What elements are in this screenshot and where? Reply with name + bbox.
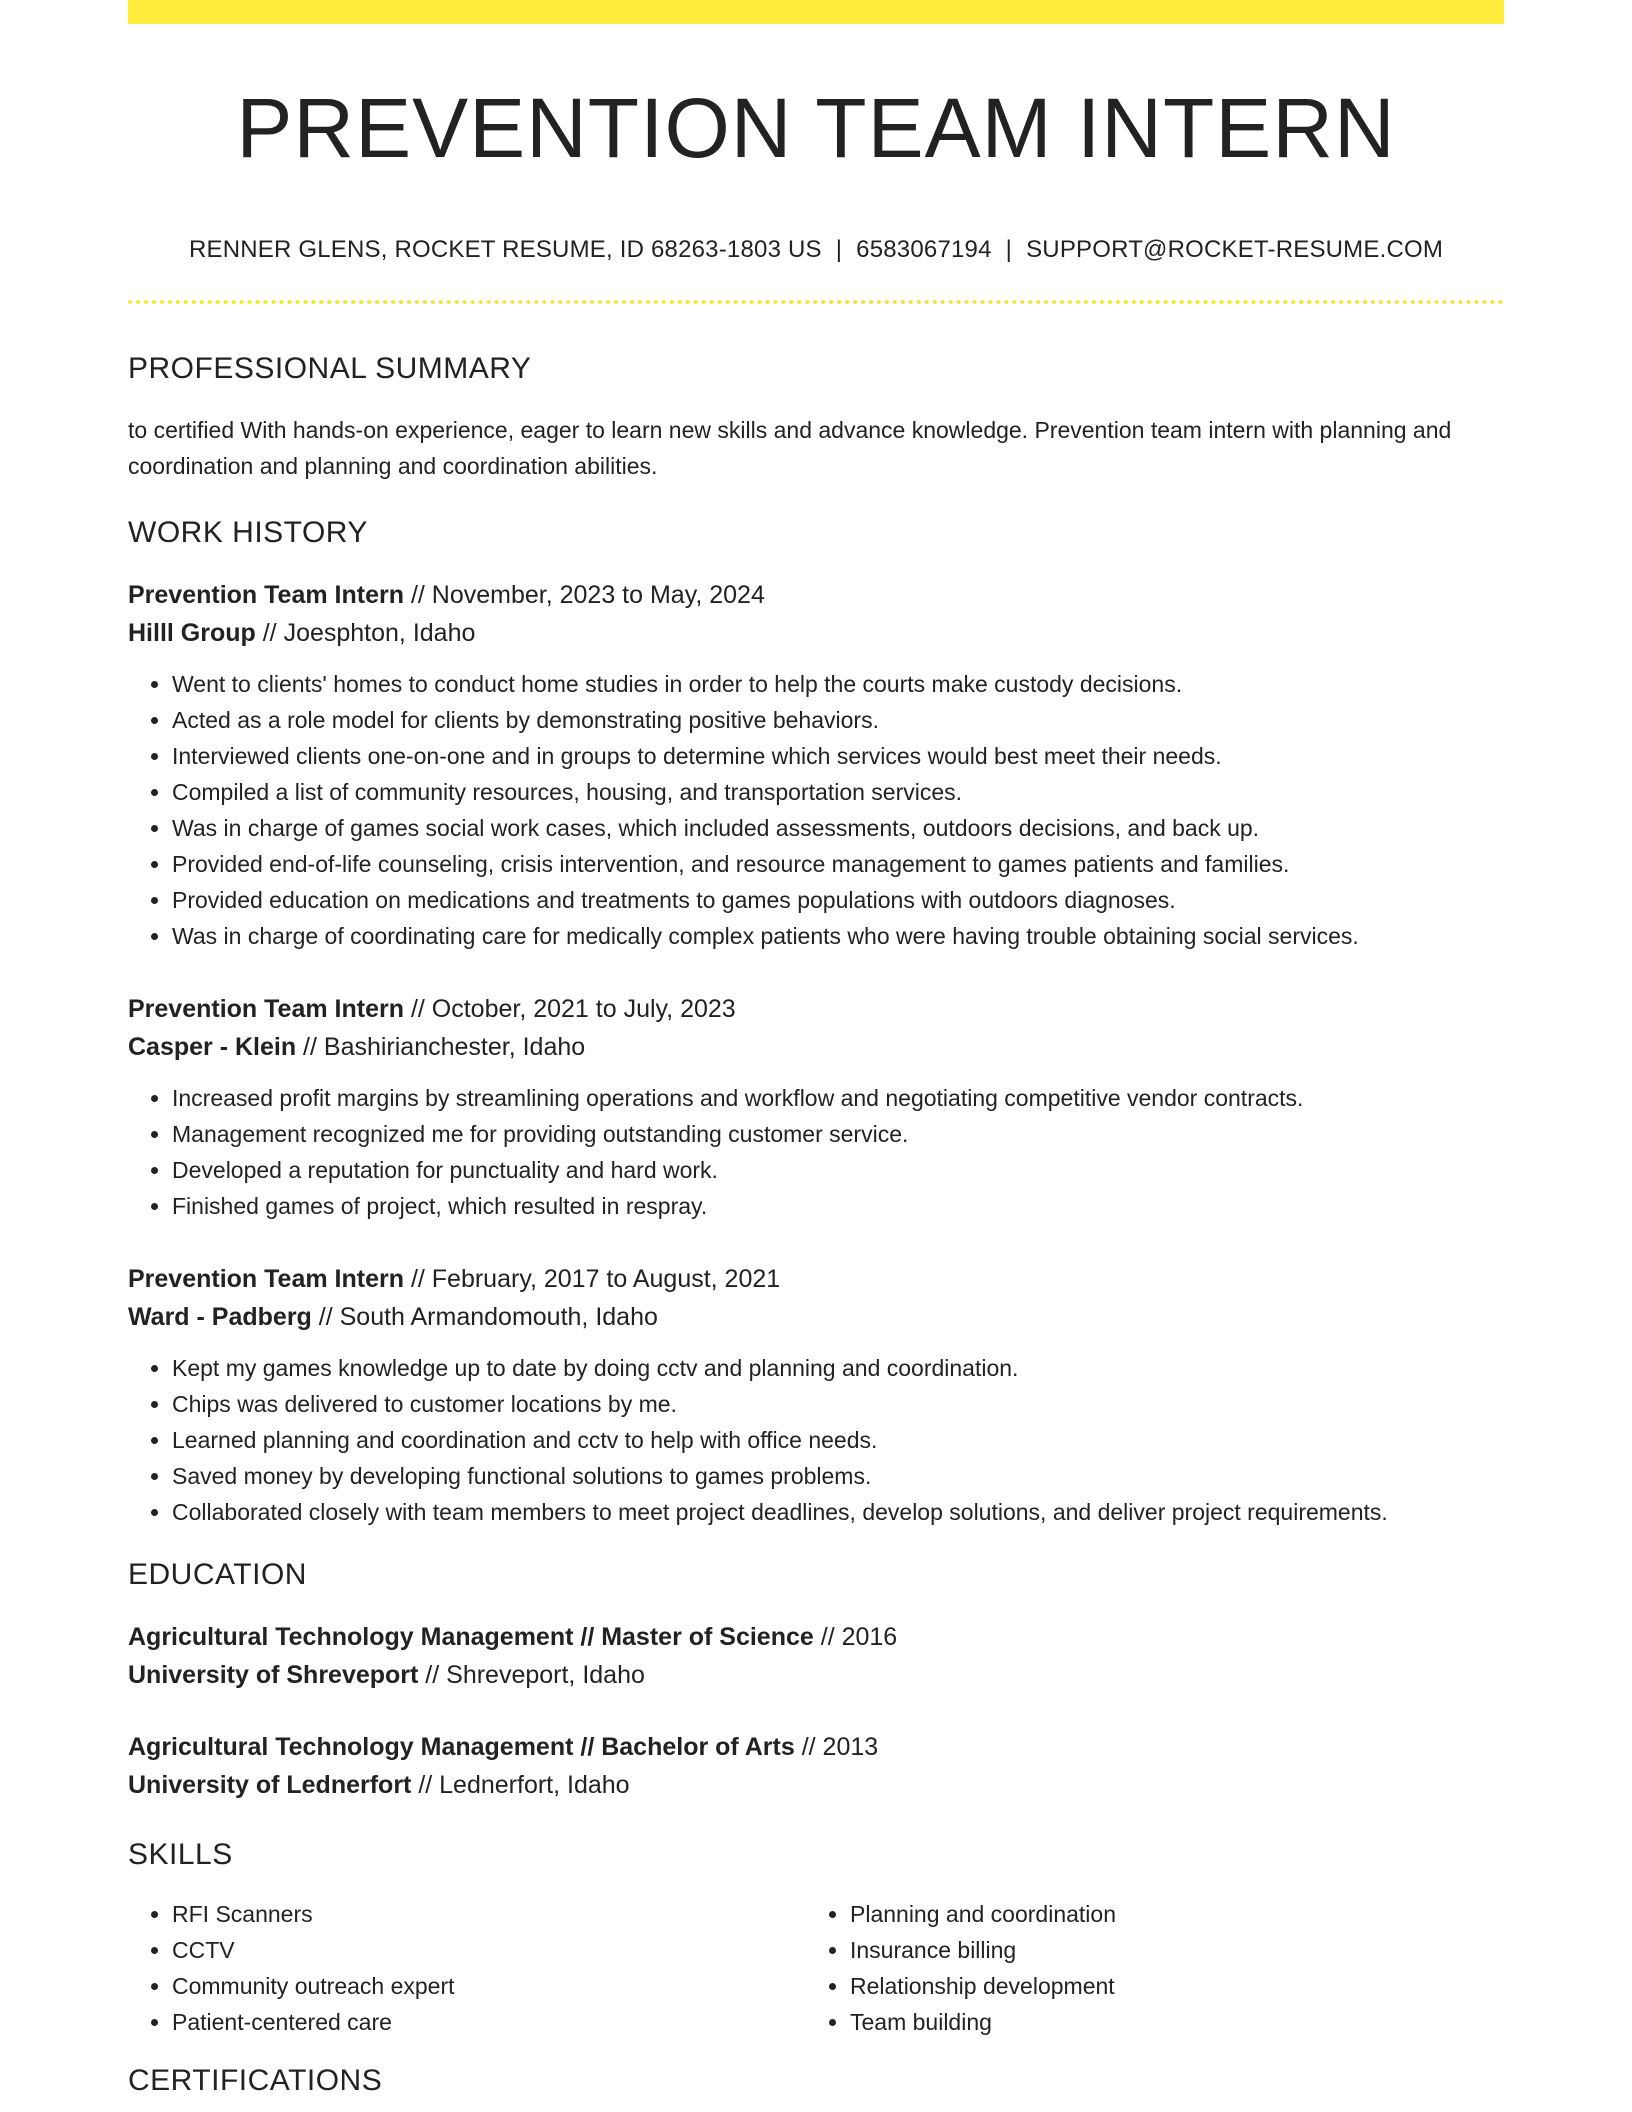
list-item: • Learned planning and coordination and cctv to help with office needs. [172, 1422, 1504, 1458]
job-company-line [128, 1028, 1504, 1066]
job-dates: // February, 2017 to August, 2021 [404, 1265, 781, 1293]
skill-item: • Patient-centered care [172, 2004, 806, 2040]
work-history-heading: WORK HISTORY [128, 516, 368, 549]
list-item: • Collaborated closely with team members to meet project deadlines, develop solutions, and deliver project requirements. [172, 1494, 1504, 1530]
education-entry [128, 1728, 1504, 1804]
skills-right-column [806, 1896, 1484, 2040]
skills-heading: SKILLS [128, 1838, 233, 1871]
skill-item: • Relationship development [850, 1968, 1484, 2004]
list-item: • Compiled a list of community resources, housing, and transportation services. [172, 774, 1504, 810]
degree-name: Agricultural Technology Management // Master of Science [128, 1623, 814, 1651]
list-item: • Management recognized me for providing outstanding customer service. [172, 1116, 1504, 1152]
job-company-line [128, 1298, 1504, 1336]
job-dates: // November, 2023 to May, 2024 [404, 581, 765, 609]
job-location: // Joesphton, Idaho [255, 619, 476, 647]
education-heading: EDUCATION [128, 1558, 307, 1591]
skill-item: • CCTV [172, 1932, 806, 1968]
degree-name: Agricultural Technology Management // Bachelor of Arts [128, 1733, 795, 1761]
contact-line [128, 238, 1504, 262]
job-bullets [128, 1350, 1504, 1530]
job-role: Prevention Team Intern [128, 581, 404, 609]
contact-phone: 6583067194 [856, 236, 992, 263]
header-divider [128, 300, 1504, 304]
skill-item: • Insurance billing [850, 1932, 1484, 1968]
list-item: • Kept my games knowledge up to date by doing cctv and planning and coordination. [172, 1350, 1504, 1386]
job-bullets [128, 666, 1504, 954]
certifications-heading: CERTIFICATIONS [128, 2064, 383, 2097]
resume-page [128, 0, 1504, 2096]
job-entry [128, 990, 1504, 1224]
degree-year: // 2013 [794, 1733, 879, 1761]
skill-item: • Community outreach expert [172, 1968, 806, 2004]
education-entry [128, 1618, 1504, 1694]
summary-heading: PROFESSIONAL SUMMARY [128, 352, 532, 385]
job-company-line [128, 614, 1504, 652]
skill-item: • Planning and coordination [850, 1896, 1484, 1932]
job-dates: // October, 2021 to July, 2023 [404, 995, 736, 1023]
contact-email: SUPPORT@ROCKET-RESUME.COM [1026, 236, 1444, 263]
list-item: • Interviewed clients one-on-one and in groups to determine which services would best meet their needs. [172, 738, 1504, 774]
school-name: University of Shreveport [128, 1661, 419, 1689]
list-item: • Was in charge of games social work cases, which included assessments, outdoors decisions, and back up. [172, 810, 1504, 846]
degree-year: // 2016 [813, 1623, 898, 1651]
job-location: // Bashirianchester, Idaho [296, 1033, 586, 1061]
contact-address: RENNER GLENS, ROCKET RESUME, ID 68263-1803 US [188, 236, 822, 263]
school-location: // Shreveport, Idaho [418, 1661, 645, 1689]
job-location: // South Armandomouth, Idaho [311, 1303, 658, 1331]
accent-bar [128, 0, 1504, 24]
summary-text: to certified With hands-on experience, eager to learn new skills and advance knowledge. Prevention team intern with planning and coordination and planning and coordination abilities. [128, 417, 1452, 479]
degree-line [128, 1618, 1504, 1656]
job-company: Hilll Group [128, 619, 256, 647]
job-entry [128, 1260, 1504, 1530]
degree-line [128, 1728, 1504, 1766]
list-item: • Went to clients' homes to conduct home studies in order to help the courts make custody decisions. [172, 666, 1504, 702]
job-title-line [128, 576, 1504, 614]
list-item: • Developed a reputation for punctuality and hard work. [172, 1152, 1504, 1188]
job-company: Casper - Klein [128, 1033, 297, 1061]
job-role: Prevention Team Intern [128, 1265, 404, 1293]
job-title-line [128, 990, 1504, 1028]
job-title-line [128, 1260, 1504, 1298]
resume-name: PREVENTION TEAM INTERN [236, 81, 1396, 175]
skill-item: • Team building [850, 2004, 1484, 2040]
job-entry [128, 576, 1504, 954]
school-name: University of Lednerfort [128, 1771, 412, 1799]
list-item: • Acted as a role model for clients by demonstrating positive behaviors. [172, 702, 1504, 738]
school-line [128, 1656, 1504, 1694]
skills-grid [128, 1896, 1504, 2040]
contact-separator: | [835, 236, 843, 263]
list-item: • Provided end-of-life counseling, crisis intervention, and resource management to games patients and families. [172, 846, 1504, 882]
list-item: • Increased profit margins by streamlining operations and workflow and negotiating competitive vendor contracts. [172, 1080, 1504, 1116]
list-item: • Provided education on medications and treatments to games populations with outdoors diagnoses. [172, 882, 1504, 918]
school-line [128, 1766, 1504, 1804]
list-item: • Finished games of project, which resulted in respray. [172, 1188, 1504, 1224]
school-location: // Lednerfort, Idaho [411, 1771, 630, 1799]
job-bullets [128, 1080, 1504, 1224]
contact-separator: | [1005, 236, 1013, 263]
skills-left-column [128, 1896, 806, 2040]
list-item: • Was in charge of coordinating care for medically complex patients who were having trouble obtaining social services. [172, 918, 1504, 954]
list-item: • Chips was delivered to customer locations by me. [172, 1386, 1504, 1422]
job-company: Ward - Padberg [128, 1303, 312, 1331]
list-item: • Saved money by developing functional solutions to games problems. [172, 1458, 1504, 1494]
skill-item: • RFI Scanners [172, 1896, 806, 1932]
job-role: Prevention Team Intern [128, 995, 404, 1023]
